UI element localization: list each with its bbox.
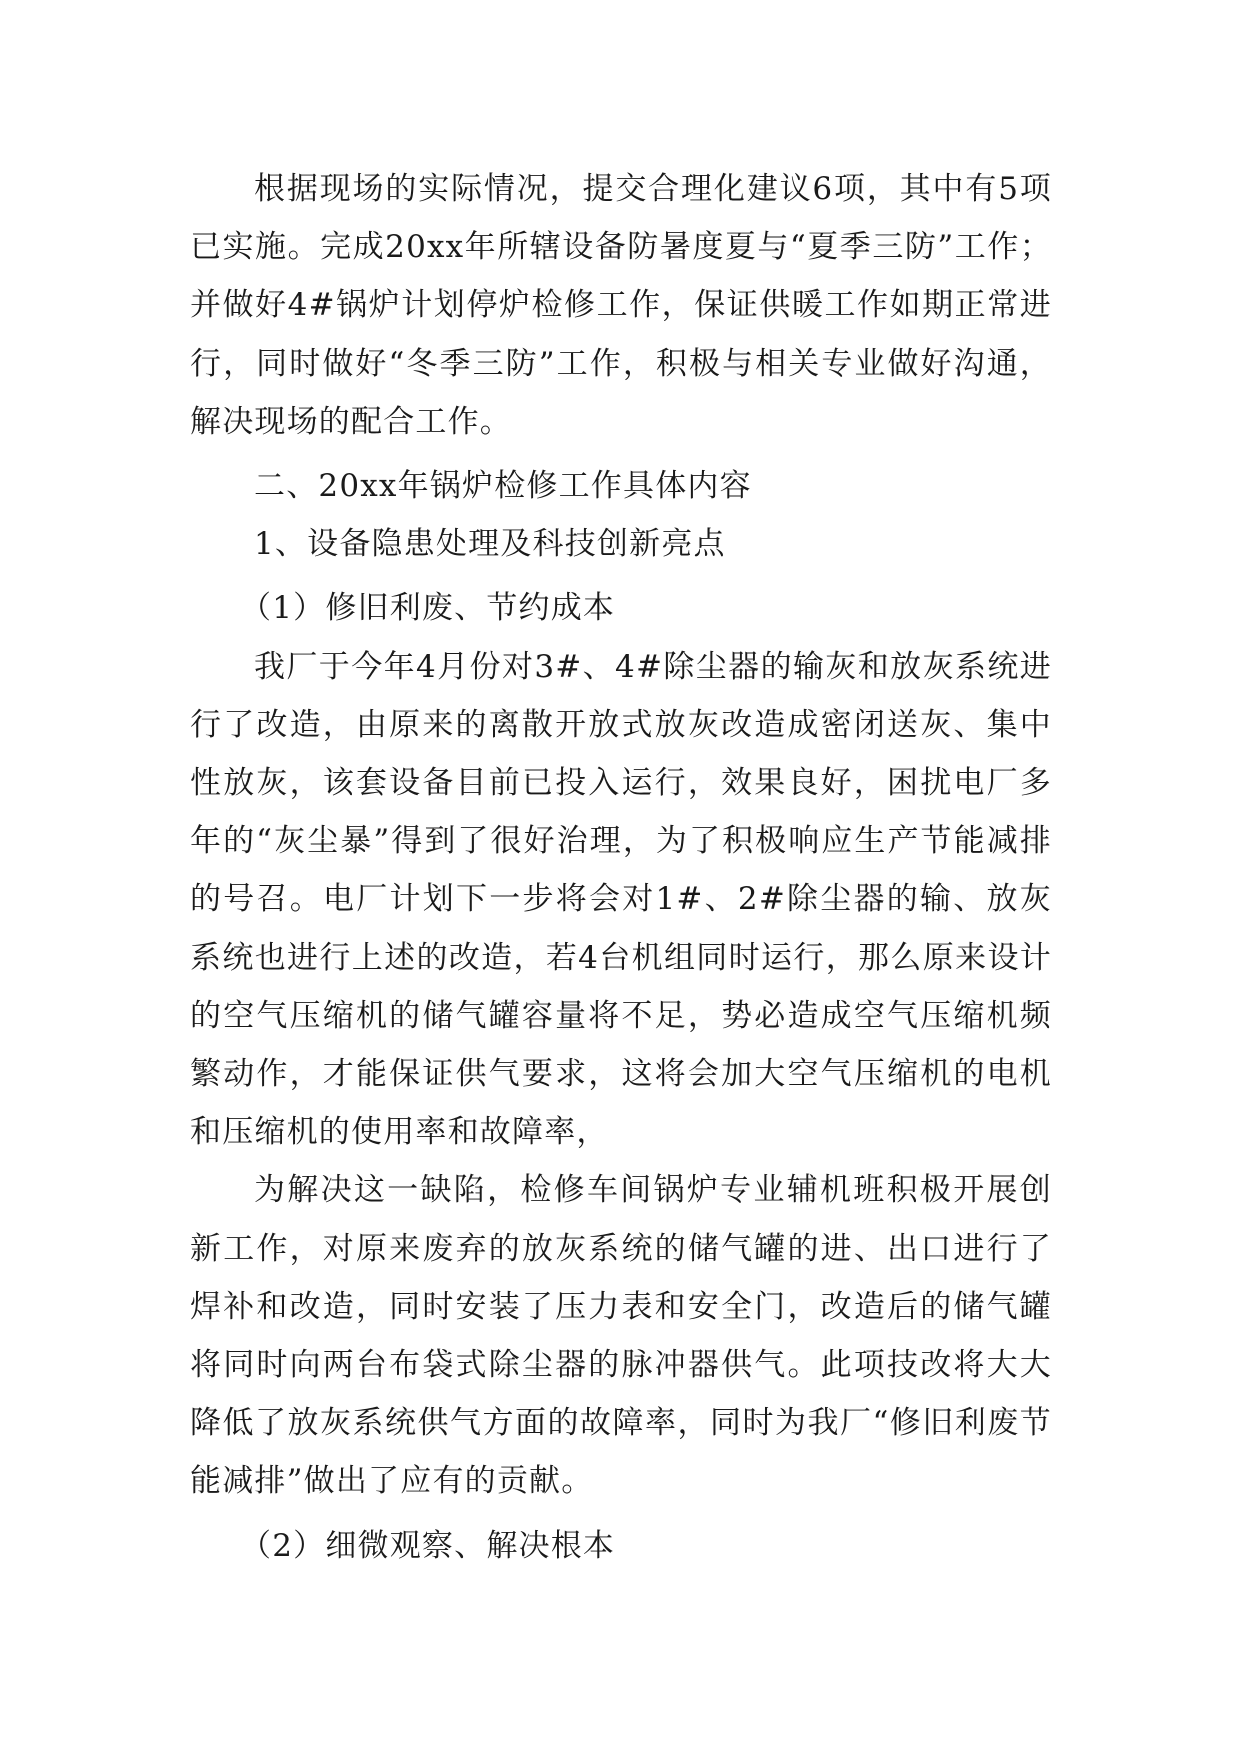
paragraph-innovation: 为解决这一缺陷，检修车间锅炉专业辅机班积极开展创新工作，对原来废弃的放灰系统的储气罐的进、出口进行了焊补和改造，同时安装了压力表和安全门，改造后的储气罐将同时向两台布袋式除尘器的脉冲器供气。此项技改将大大降低了放灰系统供气方面的故障率，同时为我厂“修旧利废节能减排”做出了应有的贡献。 xyxy=(190,1172,1052,1500)
section-heading: 二、20xx年锅炉检修工作具体内容 xyxy=(254,468,752,505)
item-heading-1: （1）修旧利废、节约成本 xyxy=(240,590,616,627)
subsection-heading: 1、设备隐患处理及科技创新亮点 xyxy=(254,526,726,563)
paragraph-suggestions: 根据现场的实际情况，提交合理化建议6项，其中有5项已实施。完成20xx年所辖设备防暑度夏与“夏季三防”工作；并做好4#锅炉计划停炉检修工作，保证供暖工作如期正常进行，同时做好“冬季三防”工作，积极与相关专业做好沟通，解决现场的配合工作。 xyxy=(190,171,1052,440)
paragraph-dust-collector: 我厂于今年4月份对3#、4#除尘器的输灰和放灰系统进行了改造，由原来的离散开放式放灰改造成密闭送灰、集中性放灰，该套设备目前已投入运行，效果良好，困扰电厂多年的“灰尘暴”得到了很好治理，为了积极响应生产节能减排的号召。电厂计划下一步将会对1#、2#除尘器的输、放灰系统也进行上述的改造，若4台机组同时运行，那么原来设计的空气压缩机的储气罐容量将不足，势必造成空气压缩机频繁动作，才能保证供气要求，这将会加大空气压缩机的电机和压缩机的使用率和故障率， xyxy=(190,648,1052,1151)
document-body xyxy=(190,160,1052,1575)
item-heading-2: （2）细微观察、解决根本 xyxy=(240,1527,616,1564)
